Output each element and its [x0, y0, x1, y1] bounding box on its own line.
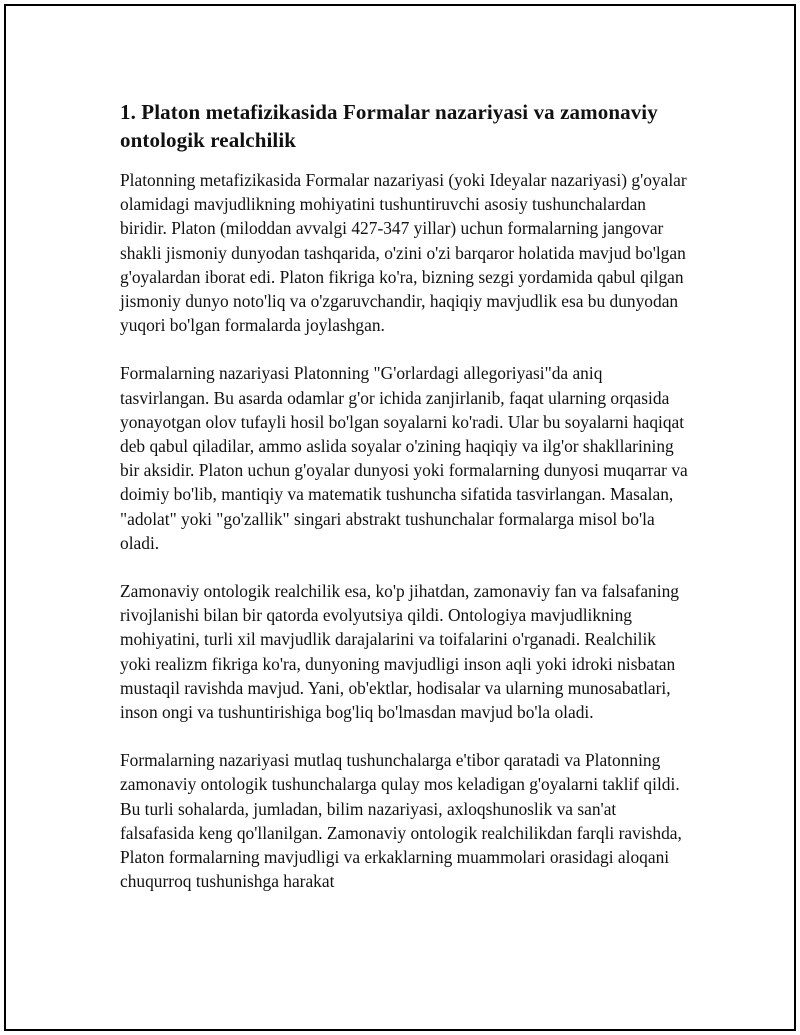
paragraph-4: Formalarning nazariyasi mutlaq tushunchalarga e'tibor qaratadi va Platonning zamonaviy ontologik tushunchalarga qulay mos keladigan g'oyalarni taklif qildi. Bu turli sohalarda, jumladan, bilim nazariyasi, axloqshunoslik va san'at falsafasida keng qo'llanilgan. Zamonaviy ontologik realchilikdan farqli ravishda, Platon formalarning mavjudligi va erkaklarning muammolari orasidagi aloqani chuqurroq tushunishga harakat — [120, 750, 682, 892]
paragraph-1: Platonning metafizikasida Formalar nazariyasi (yoki Ideyalar nazariyasi) g'oyalar olamidagi mavjudlikning mohiyatini tushuntiruvchi asosiy tushunchalardan biridir. Platon (miloddan avvalgi 427-347 yillar) uchun formalarning jangovar shakli jismoniy dunyodan tashqarida, o'zini o'zi barqaror holatida mavjud bo'lgan g'oyalardan iborat edi. Platon fikriga ko'ra, bizning sezgi yordamida qabul qilgan jismoniy dunyo noto'liq va o'zgaruvchandir, haqiqiy mavjudlik esa bu dunyodan yuqori bo'lgan formalarda joylashgan. — [120, 170, 687, 336]
document-title: 1. Platon metafizikasida Formalar nazariyasi va zamonaviy ontologik realchilik — [120, 100, 658, 152]
document-body — [120, 98, 690, 917]
paragraph-2: Formalarning nazariyasi Platonning "G'orlardagi allegoriyasi"da aniq tasvirlangan. Bu asarda odamlar g'or ichida zanjirlanib, faqat ularning orqasida yonayotgan olov tufayli hosil bo'lgan soyalarni ko'radi. Ular bu soyalarni haqiqat deb qabul qiladilar, ammo aslida soyalar o'zining haqiqiy va ilg'or shakllarining bir aksidir. Platon uchun g'oyalar dunyosi yoki formalarning dunyosi muqarrar va doimiy bo'lib, mantiqiy va matematik tushuncha sifatida tasvirlangan. Masalan, "adolat" yoki "go'zallik" singari abstrakt tushunchalar formalarga misol bo'la oladi. — [120, 363, 688, 553]
paragraph-3: Zamonaviy ontologik realchilik esa, ko'p jihatdan, zamonaviy fan va falsafaning rivojlanishi bilan bir qatorda evolyutsiya qildi. Ontologiya mavjudlikning mohiyatini, turli xil mavjudlik darajalarini va toifalarini o'rganadi. Realchilik yoki realizm fikriga ko'ra, dunyoning mavjudligi inson aqli yoki idroki nisbatan mustaqil ravishda mavjud. Yani, ob'ektlar, hodisalar va ularning munosabatlari, inson ongi va tushuntirishiga bog'liq bo'lmasdan mavjud bo'la oladi. — [120, 581, 679, 723]
page-frame — [4, 4, 796, 1031]
